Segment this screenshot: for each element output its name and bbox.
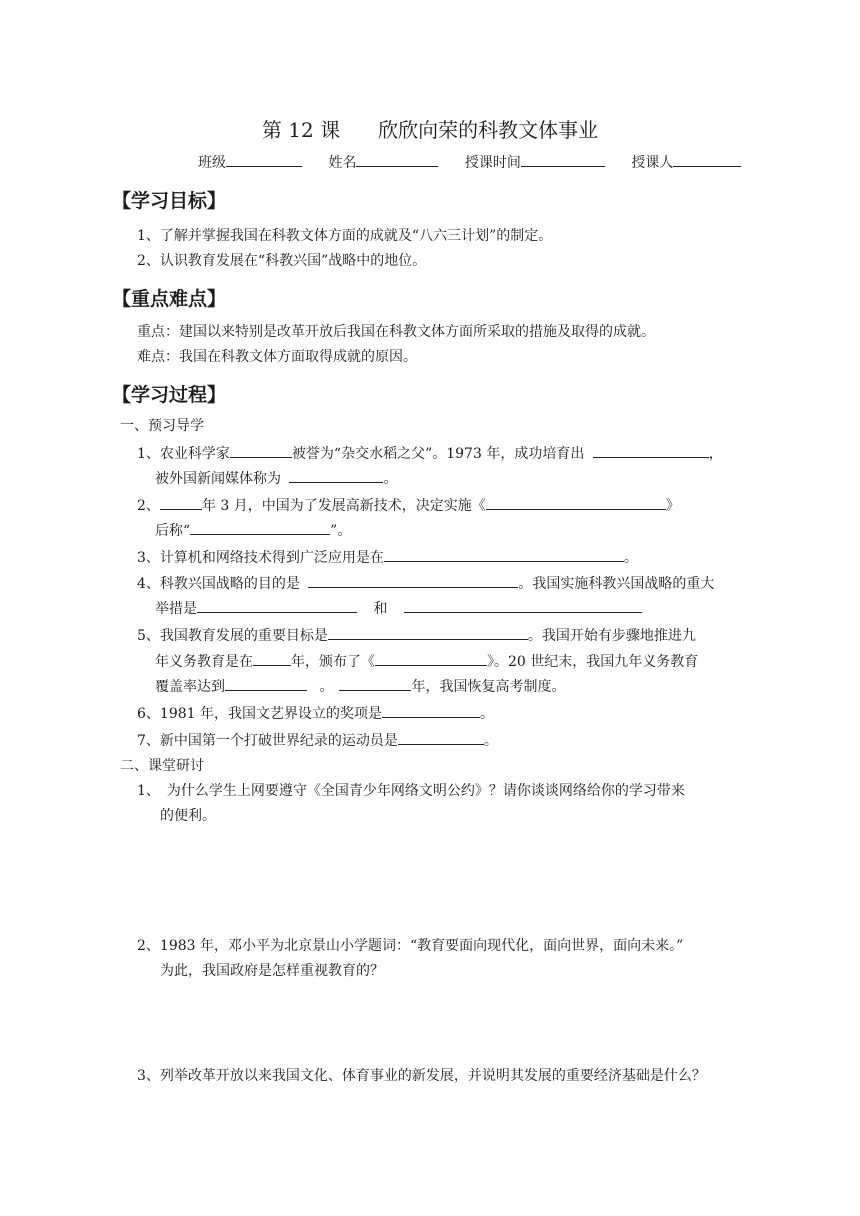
classroom-question-2-cont: 为此，我国政府是怎样重视教育的？ <box>160 963 384 979</box>
goal-item: 1、了解并掌握我国在科教文体方面的成就及“八六三计划”的制定。 <box>137 228 553 244</box>
name-label: 姓名 <box>328 155 357 171</box>
student-info-row <box>198 152 741 172</box>
lesson-name: 欣欣向荣的科教文体事业 <box>378 118 599 142</box>
classroom-question-3: 3、列举改革开放以来我国文化、体育事业的新发展，并说明其发展的重要经济基础是什么？ <box>137 1068 706 1084</box>
teacher-field[interactable] <box>673 152 741 167</box>
answer-blank[interactable] <box>398 731 484 745</box>
lesson-number: 第 12 课 <box>261 118 341 142</box>
preview-question-2: 2、 年 3 月，中国为了发展高新技术，决定实施《 》 <box>137 498 680 514</box>
preview-question-1-cont: 被外国新闻媒体称为 。 <box>155 471 398 487</box>
answer-blank[interactable] <box>289 469 383 483</box>
answer-blank[interactable] <box>225 677 307 691</box>
classroom-section-title: 二、课堂研讨 <box>120 758 204 774</box>
process-heading: 【学习过程】 <box>112 384 227 406</box>
preview-question-7: 7、新中国第一个打破世界纪录的运动员是 。 <box>137 733 498 749</box>
preview-question-5: 5、我国教育发展的重要目标是 。我国开始有步骤地推进九 <box>137 628 696 644</box>
preview-question-5-cont: 年义务教育是在 年，颁布了《 》。20 世纪末，我国九年义务教育 <box>155 654 699 670</box>
answer-blank[interactable] <box>328 626 528 640</box>
answer-blank[interactable] <box>404 599 642 613</box>
classroom-question-1-cont: 的便利。 <box>160 808 216 824</box>
difficult-point-item: 难点：我国在科教文体方面取得成就的原因。 <box>137 349 417 365</box>
answer-blank[interactable] <box>190 521 330 535</box>
teacher-label: 授课人 <box>631 155 674 171</box>
preview-question-6: 6、1981 年，我国文艺界设立的奖项是 。 <box>137 706 494 722</box>
answer-blank[interactable] <box>375 652 487 666</box>
answer-blank[interactable] <box>160 496 202 510</box>
preview-question-1: 1、农业科学家 被誉为“杂交水稻之父”。1973 年，成功培育出 ， <box>137 446 723 462</box>
answer-blank[interactable] <box>230 444 292 458</box>
answer-blank[interactable] <box>253 652 291 666</box>
preview-section-title: 一、预习导学 <box>120 418 204 434</box>
key-point-item: 重点：建国以来特别是改革开放后我国在科教文体方面所采取的措施及取得的成就。 <box>137 324 655 340</box>
goal-item: 2、认识教育发展在“科教兴国”战略中的地位。 <box>137 253 427 269</box>
time-label: 授课时间 <box>464 155 521 171</box>
preview-question-5-cont2: 覆盖率达到 。 年，我国恢复高考制度。 <box>155 679 566 695</box>
answer-blank[interactable] <box>593 444 709 458</box>
time-field[interactable] <box>521 152 605 167</box>
class-field[interactable] <box>226 152 302 167</box>
answer-blank[interactable] <box>382 704 480 718</box>
name-field[interactable] <box>356 152 438 167</box>
preview-question-2-cont: 后称“ ”。 <box>155 523 352 539</box>
answer-blank[interactable] <box>486 496 666 510</box>
goals-heading: 【学习目标】 <box>112 190 227 212</box>
classroom-question-2: 2、1983 年，邓小平为北京景山小学题词：“教育要面向现代化，面向世界，面向未来。” <box>137 938 684 954</box>
preview-question-4-cont: 举措是 和 <box>155 599 642 618</box>
preview-question-3: 3、计算机和网络技术得到广泛应用是在 。 <box>137 550 638 566</box>
key-points-heading: 【重点难点】 <box>112 288 227 310</box>
answer-blank[interactable] <box>339 677 411 691</box>
answer-blank[interactable] <box>197 599 357 613</box>
answer-blank[interactable] <box>384 548 624 562</box>
answer-blank[interactable] <box>308 574 518 588</box>
preview-question-4: 4、科教兴国战略的目的是 。我国实施科教兴国战略的重大 <box>137 576 715 592</box>
page-title <box>0 114 860 143</box>
class-label: 班级 <box>198 155 226 171</box>
classroom-question-1: 1、 为什么学生上网要遵守《全国青少年网络文明公约》？请你谈谈网络给你的学习带来 <box>137 783 685 799</box>
